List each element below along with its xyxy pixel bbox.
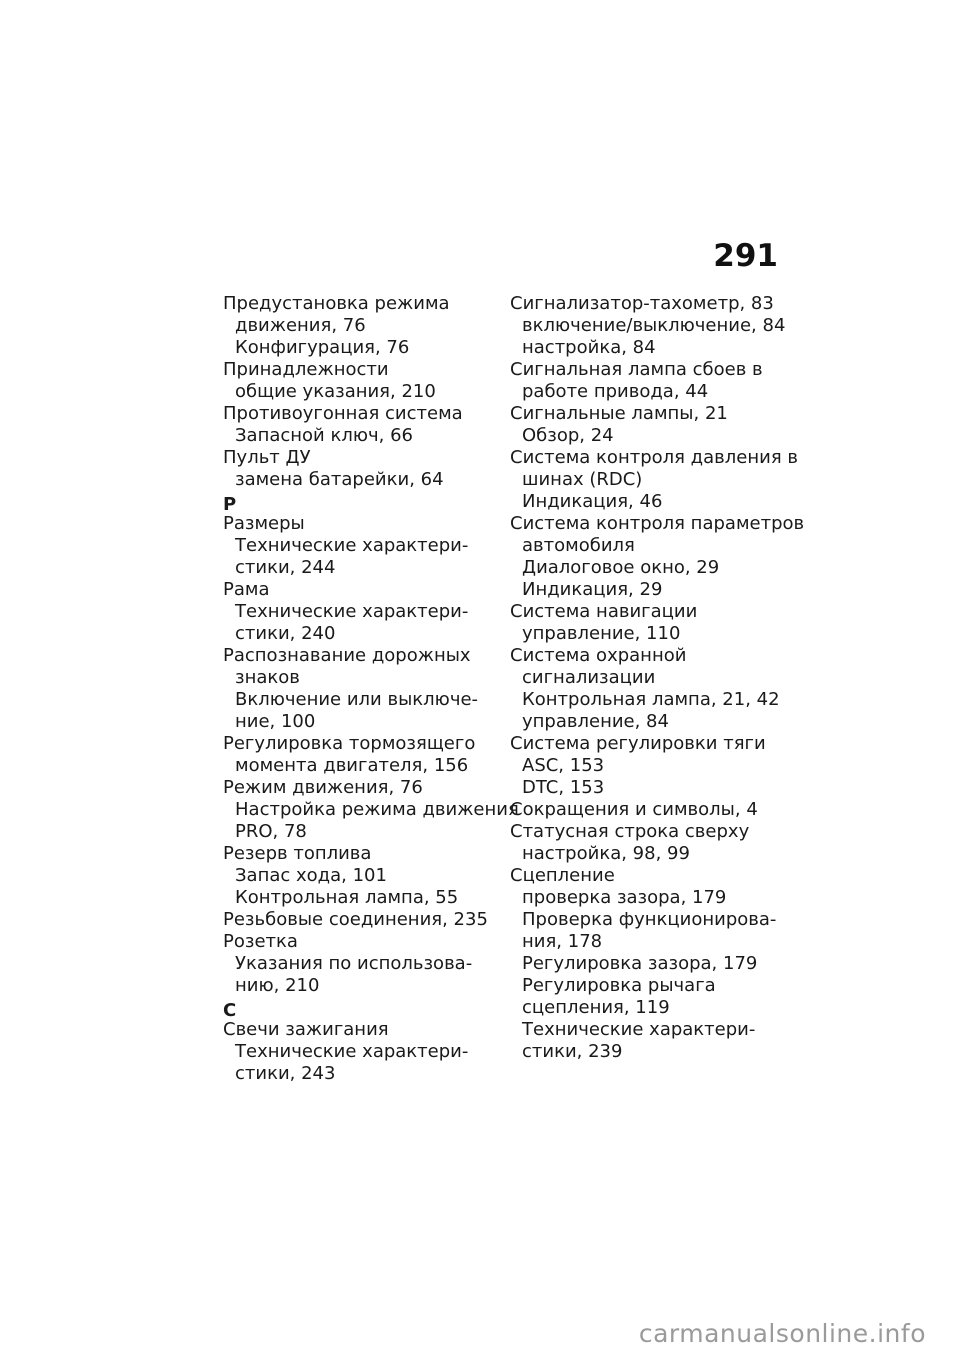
index-subentry: Обзор, 24 (522, 425, 614, 446)
index-subentry: Контрольная лампа, 55 (235, 887, 459, 908)
index-subentry: стики, 243 (235, 1063, 336, 1084)
index-entry: Сигнальная лампа сбоев в (510, 359, 763, 380)
index-subentry: замена батарейки, 64 (235, 469, 444, 490)
index-entry: Система навигации (510, 601, 698, 622)
index-subentry: Технические характери- (522, 1019, 756, 1040)
index-entry: Предустановка режима (223, 293, 450, 314)
watermark-text: carmanualsonline.info (638, 1319, 926, 1348)
index-entry: Система контроля параметров (510, 513, 805, 534)
index-subentry: Технические характери- (235, 601, 469, 622)
index-entry: Противоугонная система (223, 403, 463, 424)
index-subentry: Запас хода, 101 (235, 865, 387, 886)
index-subentry: момента двигателя, 156 (235, 755, 469, 776)
index-subentry: сцепления, 119 (522, 997, 670, 1018)
index-subentry: стики, 239 (522, 1041, 623, 1062)
index-entry: Резерв топлива (223, 843, 372, 864)
index-subentry: ASC, 153 (522, 755, 605, 776)
index-subentry: Проверка функционирова- (522, 909, 777, 930)
index-entry: Принадлежности (223, 359, 389, 380)
index-subentry: знаков (235, 667, 300, 688)
index-subentry: стики, 240 (235, 623, 336, 644)
index-entry: Сигнальные лампы, 21 (510, 403, 728, 424)
index-column-right (510, 293, 805, 1063)
index-subentry: проверка зазора, 179 (522, 887, 727, 908)
index-subentry: ния, 178 (522, 931, 603, 952)
index-entry: Свечи зажигания (223, 1019, 389, 1040)
index-subentry: Диалоговое окно, 29 (522, 557, 720, 578)
index-subentry: автомобиля (522, 535, 635, 556)
index-entry: Система регулировки тяги (510, 733, 766, 754)
index-entry: Режим движения, 76 (223, 777, 423, 798)
index-subentry: DTC, 153 (522, 777, 605, 798)
index-subentry: Регулировка зазора, 179 (522, 953, 758, 974)
page-number: 291 (713, 238, 778, 274)
index-subentry: настройка, 84 (522, 337, 656, 358)
index-entry: Сигнализатор-тахометр, 83 (510, 293, 774, 314)
index-subentry: Конфигурация, 76 (235, 337, 410, 358)
index-entry: Сцепление (510, 865, 615, 886)
index-entry: Регулировка тормозящего (223, 733, 476, 754)
index-subentry: работе привода, 44 (522, 381, 709, 402)
index-subentry: Технические характери- (235, 535, 469, 556)
index-section-letter: Р (223, 494, 237, 515)
index-subentry: Регулировка рычага (522, 975, 716, 996)
index-subentry: PRO, 78 (235, 821, 307, 842)
index-subentry: ние, 100 (235, 711, 316, 732)
index-subentry: настройка, 98, 99 (522, 843, 690, 864)
index-entry: Пульт ДУ (223, 447, 311, 468)
index-subentry: управление, 110 (522, 623, 681, 644)
index-entry: Размеры (223, 513, 305, 534)
index-subentry: Индикация, 29 (522, 579, 663, 600)
index-subentry: стики, 244 (235, 557, 336, 578)
index-section-letter: С (223, 1000, 237, 1021)
index-entry: Розетка (223, 931, 298, 952)
index-entry: Резьбовые соединения, 235 (223, 909, 488, 930)
index-subentry: Указания по использова- (235, 953, 473, 974)
index-subentry: шинах (RDC) (522, 469, 643, 490)
index-entry: Сокращения и символы, 4 (510, 799, 758, 820)
index-subentry: Технические характери- (235, 1041, 469, 1062)
index-entry: Статусная строка сверху (510, 821, 750, 842)
index-entry: Система охранной (510, 645, 687, 666)
index-subentry: нию, 210 (235, 975, 320, 996)
index-entry: Система контроля давления в (510, 447, 798, 468)
index-entry: Распознавание дорожных (223, 645, 471, 666)
index-subentry: Индикация, 46 (522, 491, 663, 512)
index-subentry: управление, 84 (522, 711, 669, 732)
index-subentry: Включение или выключе- (235, 689, 479, 710)
index-subentry: включение/выключение, 84 (522, 315, 786, 336)
index-subentry: Контрольная лампа, 21, 42 (522, 689, 780, 710)
index-subentry: сигнализации (522, 667, 656, 688)
index-subentry: общие указания, 210 (235, 381, 436, 402)
index-column-left (223, 293, 519, 1085)
index-subentry: движения, 76 (235, 315, 366, 336)
index-subentry: Запасной ключ, 66 (235, 425, 413, 446)
index-subentry: Настройка режима движения (235, 799, 519, 820)
index-entry: Рама (223, 579, 270, 600)
